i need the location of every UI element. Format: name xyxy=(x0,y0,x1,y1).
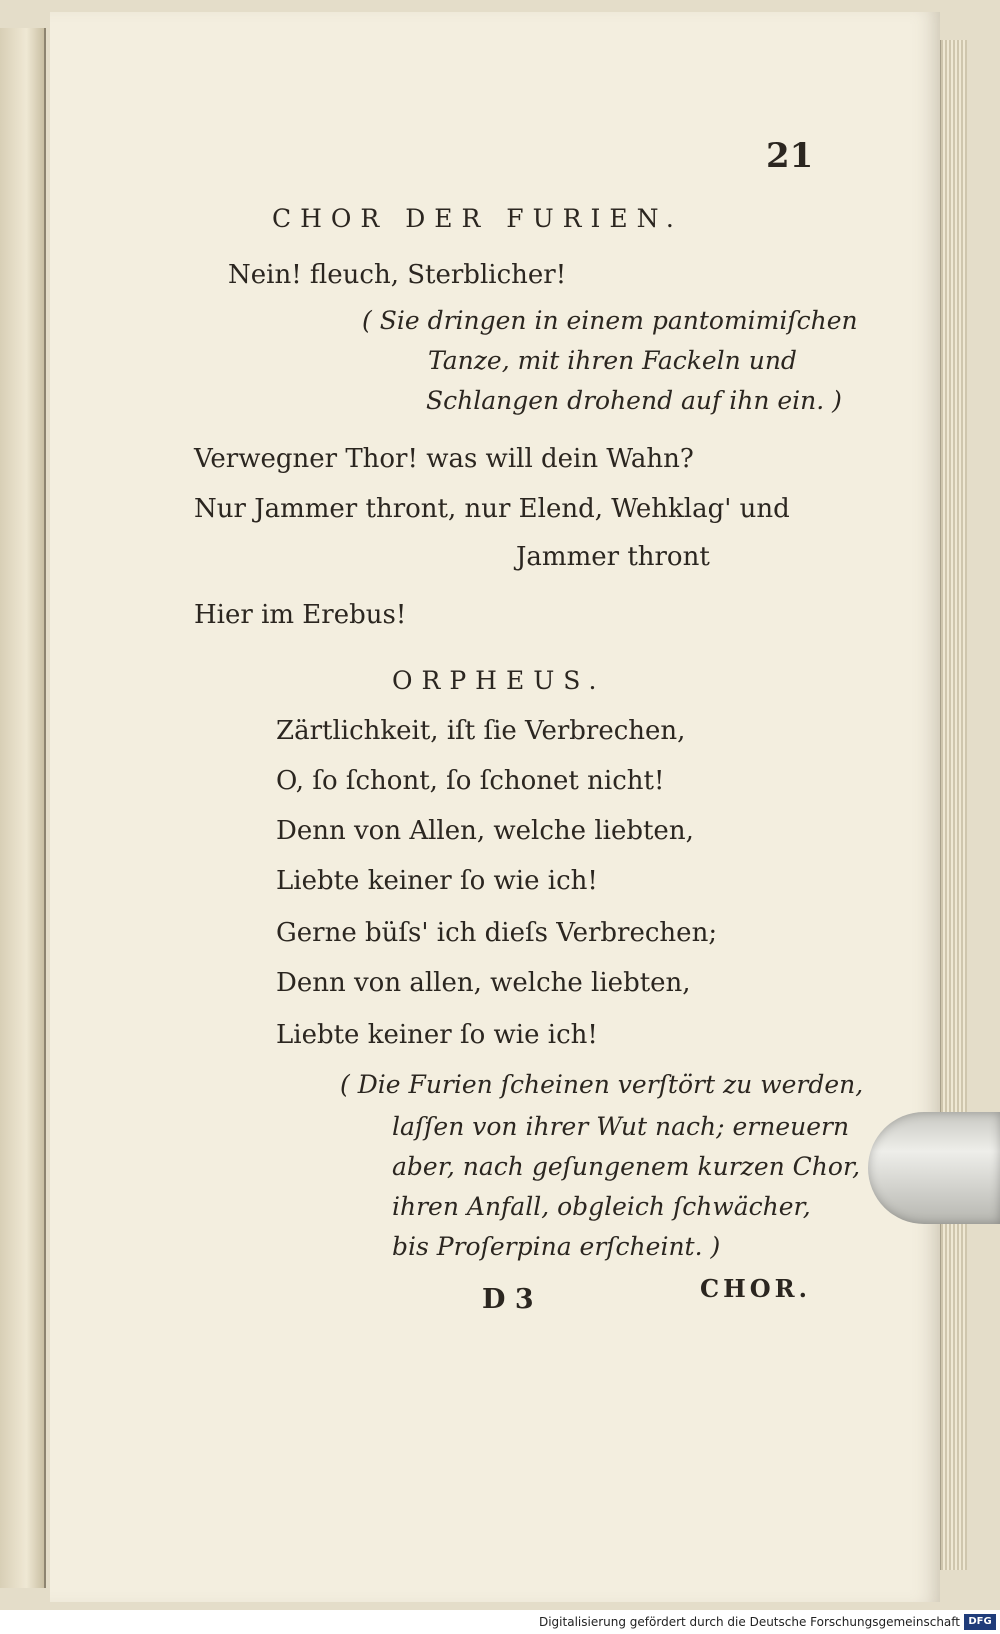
verse-line: Liebte keiner ſo wie ich! xyxy=(276,866,598,896)
credit-text: Digitalisierung gefördert durch die Deutsche Forschungsgemeinschaft xyxy=(538,1615,960,1629)
signature-mark: D 3 xyxy=(482,1284,534,1315)
verse-line: Liebte keiner ſo wie ich! xyxy=(276,1020,598,1050)
page-number: 21 xyxy=(766,136,814,176)
chor-line: Nein! fleuch, Sterblicher! xyxy=(228,260,567,290)
verse-line: Hier im Erebus! xyxy=(194,600,407,630)
left-page-edge xyxy=(0,28,46,1588)
catchword: CHOR. xyxy=(700,1274,811,1303)
book-page xyxy=(50,12,940,1602)
stage-direction-line: laſſen von ihrer Wut nach; erneuern xyxy=(392,1112,850,1141)
verse-line: Zärtlichkeit, iſt ſie Verbrechen, xyxy=(276,716,686,746)
stage-direction-line: Tanze, mit ihren Fackeln und xyxy=(428,346,797,375)
credit-bar xyxy=(0,1612,1000,1634)
right-page-edges xyxy=(940,40,967,1570)
stage-direction-line: bis Proſerpina erſcheint. ) xyxy=(392,1232,721,1261)
page-clip xyxy=(868,1112,1000,1224)
verse-line: Jammer thront xyxy=(516,542,710,572)
heading-orpheus: ORPHEUS. xyxy=(392,666,606,695)
heading-chor-der-furien: CHOR DER FURIEN. xyxy=(272,204,683,233)
verse-line: Denn von allen, welche liebten, xyxy=(276,968,691,998)
stage-direction-line: ( Die Furien ſcheinen verſtört zu werden, xyxy=(340,1070,864,1099)
verse-line: Nur Jammer thront, nur Elend, Wehklag' und xyxy=(194,494,790,524)
stage-direction-line: aber, nach geſungenem kurzen Chor, xyxy=(392,1152,861,1181)
verse-line: Denn von Allen, welche liebten, xyxy=(276,816,694,846)
verse-line: Verwegner Thor! was will dein Wahn? xyxy=(194,444,694,474)
verse-line: Gerne büſs' ich dieſs Verbrechen; xyxy=(276,918,718,948)
stage-direction-line: ihren Anfall, obgleich ſchwächer, xyxy=(392,1192,811,1221)
stage-direction-line: ( Sie dringen in einem pantomimiſchen xyxy=(362,306,858,335)
stage-direction-line: Schlangen drohend auf ihn ein. ) xyxy=(426,386,842,415)
dfg-logo-icon: DFG xyxy=(964,1614,996,1630)
verse-line: O, ſo ſchont, ſo ſchonet nicht! xyxy=(276,766,665,796)
